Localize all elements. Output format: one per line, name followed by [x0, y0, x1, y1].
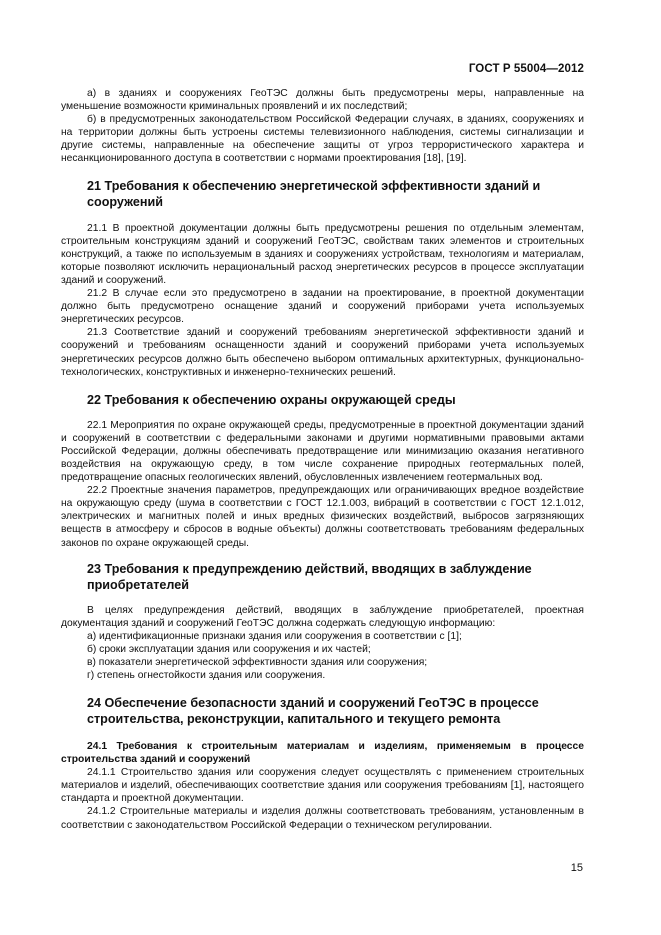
paragraph-24-1-1: 24.1.1 Строительство здания или сооружения следует осуществлять с применением строительных материалов и изделий, обеспечивающих соответствие здания или сооружения требованиям [1], настоящего стандарта и проектной документации.: [61, 767, 584, 805]
paragraph-24-1-2: 24.1.2 Строительные материалы и изделия должны соответствовать требованиям, установленным в соответствии с законодательством Российской Федерации о техническом регулировании.: [61, 806, 584, 831]
page-content: [61, 87, 584, 832]
section-21-title: 21 Требования к обеспечению энергетической эффективности зданий и сооружений: [87, 178, 541, 209]
section-24-title: 24 Обеспечение безопасности зданий и сооружений ГеоТЭС в процессе строительства, реконструкции, капитального и текущего ремонта: [87, 696, 539, 727]
paragraph-22-2: 22.2 Проектные значения параметров, предупреждающих или ограничивающих вредное воздействие на окружающую среду (шума в соответствии с ГОСТ 12.1.003, вибраций в соответствии с ГОСТ 12.1.012, электрических и магнитных полей и иных вредных физических воздействий, выбросов загрязняющих веществ в атмосферу и сбросов в водные объекты) должны соответствовать требованиям федеральных законов по охране окружающей среды.: [61, 485, 584, 549]
list-item: б) сроки эксплуатации здания или сооружения и их частей;: [87, 643, 371, 655]
intro-paragraph-b: б) в предусмотренных законодательством Российской Федерации случаях, в зданиях, сооружениях и на территории должны быть устроены системы телевизионного наблюдения, системы сигнализации и другие системы, направленные на обеспечение защиты от угроз террористического характера и несанкционированного доступа в соответствии с нормами проектирования [18], [19].: [61, 114, 584, 165]
list-item: в) показатели энергетической эффективности здания или сооружения;: [87, 657, 428, 668]
document-code: ГОСТ Р 55004—2012: [468, 63, 584, 75]
paragraph-21-3: 21.3 Соответствие зданий и сооружений требованиям энергетической эффективности зданий и сооружений и требованиям оснащенности зданий и сооружений приборами учета используемых энергетических ресурсов должно быть обеспечено выбором оптимальных архитектурных, функционально-технологических, конструктивных и инженерно-технических решений.: [61, 327, 584, 378]
section-22-title: 22 Требования к обеспечению охраны окружающей среды: [87, 392, 456, 407]
subsection-24-1-title: 24.1 Требования к строительным материалам и изделиям, применяемым в процессе строительства зданий и сооружений: [61, 741, 584, 766]
list-item: а) идентификационные признаки здания или сооружения в соответствии с [1];: [87, 630, 462, 642]
page-number: 15: [570, 862, 583, 874]
paragraph-23-intro: В целях предупреждения действий, вводящих в заблуждение приобретателей, проектная документация зданий и сооружений ГеоТЭС должна содержать следующую информацию:: [61, 604, 584, 629]
paragraph-21-2: 21.2 В случае если это предусмотрено в задании на проектирование, в проектной документации должно быть предусмотрено оснащение зданий и сооружений приборами учета используемых энергетических ресурсов.: [61, 288, 584, 326]
paragraph-21-1: 21.1 В проектной документации должны быть предусмотрены решения по отдельным элементам, строительным конструкциям зданий и сооружений ГеоТЭС, свойствам таких элементов и строительных конструкций, а также по используемым в зданиях и сооружениях устройствам, технологиям и материалам, которые позволяют исключить нерациональный расход энергетических ресурсов в процессе эксплуатации зданий и сооружений.: [61, 222, 584, 286]
section-23-title: 23 Требования к предупреждению действий, вводящих в заблуждение приобретателей: [87, 561, 532, 592]
list-item: г) степень огнестойкости здания или сооружения.: [87, 670, 326, 682]
intro-paragraph-a: а) в зданиях и сооружениях ГеоТЭС должны быть предусмотрены меры, направленные на уменьшение возможности криминальных проявлений и их последствий;: [61, 88, 584, 113]
paragraph-22-1: 22.1 Мероприятия по охране окружающей среды, предусмотренные в проектной документации зданий и сооружений в соответствии с федеральными законами и другими нормативными правовыми актами Российской Федерации, должны обеспечивать предотвращение или минимизацию оказания негативного воздействия на окружающую среду, в том числе сохранение природных геотермальных полей, предотвращение опасных геологических явлений, обусловленных извлечением геотермальных вод.: [61, 419, 584, 484]
